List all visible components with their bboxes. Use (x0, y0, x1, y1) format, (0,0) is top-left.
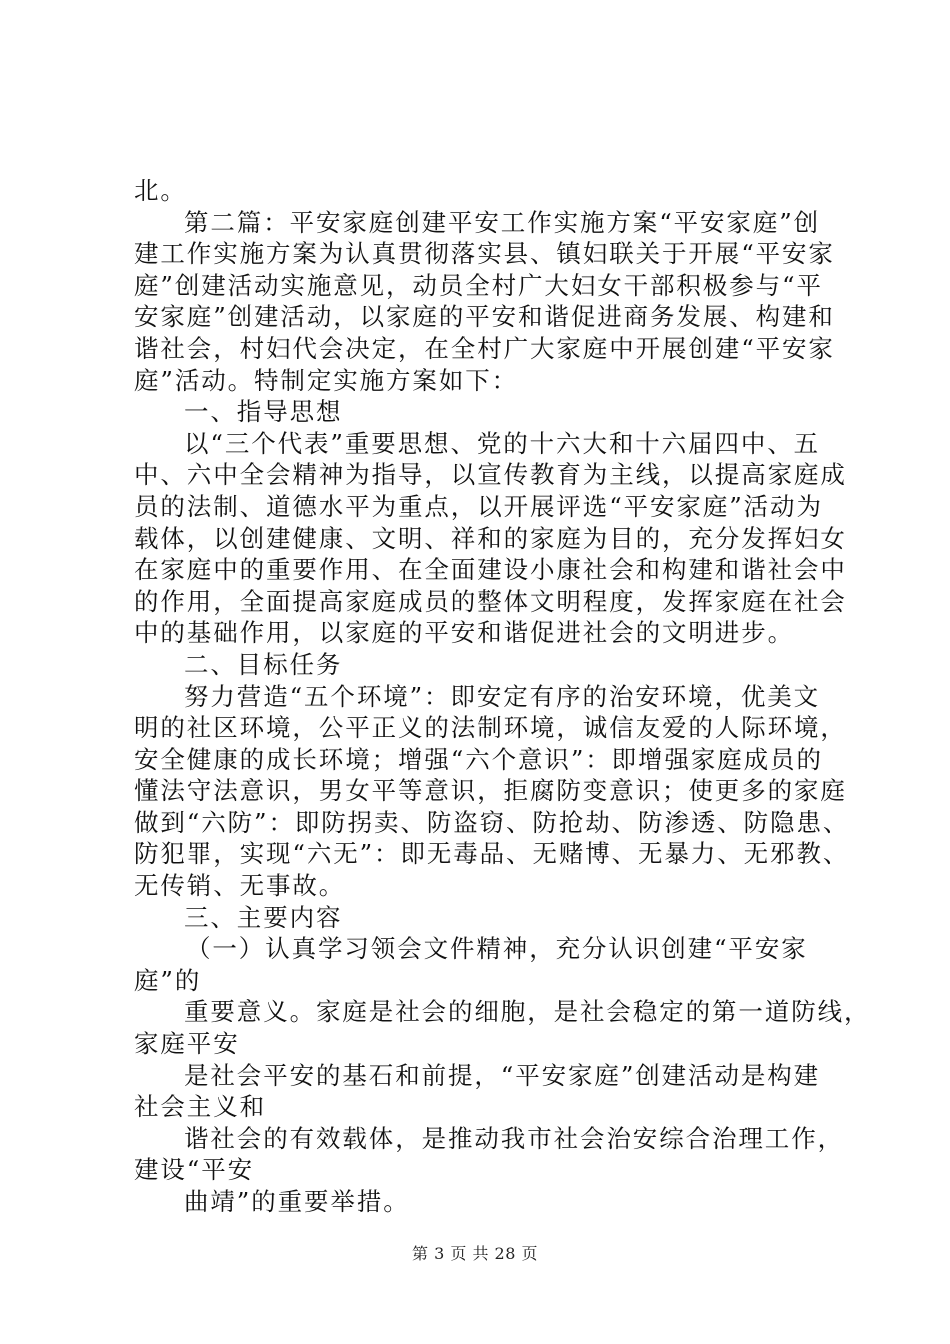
paragraph-line: 安家庭”创建活动，以家庭的平安和谐促进商务发展、构建和 (134, 302, 835, 332)
paragraph-line: 庭”创建活动实施意见，动员全村广大妇女干部积极参与“平 (134, 270, 823, 300)
paragraph-line: 在家庭中的重要作用、在全面建设小康社会和构建和谐社会中 (134, 555, 847, 585)
section-heading: 一、指导思想 (184, 397, 343, 427)
paragraph-line: 中、六中全会精神为指导，以宣传教育为主线，以提高家庭成 (134, 460, 847, 490)
paragraph-line: 建工作实施方案为认真贯彻落实县、镇妇联关于开展“平安家 (134, 239, 835, 269)
paragraph-line: 做到“六防”：即防拐卖、防盗窃、防抢劫、防渗透、防隐患、 (134, 807, 850, 837)
paragraph-line: 防犯罪，实现“六无”：即无毒品、无赌博、无暴力、无邪教、 (134, 839, 850, 869)
paragraph-line: 的作用，全面提高家庭成员的整体文明程度，发挥家庭在社会 (134, 586, 847, 616)
paragraph-line: （一）认真学习领会文件精神，充分认识创建“平安家 (186, 934, 808, 964)
paragraph-line: 懂法守法意识，男女平等意识，拒腐防变意识；使更多的家庭 (134, 776, 847, 806)
paragraph-line: 庭”的 (134, 965, 202, 995)
paragraph-line: 中的基础作用，以家庭的平安和谐促进社会的文明进步。 (134, 618, 794, 648)
paragraph-line: 谐社会，村妇代会决定，在全村广大家庭中开展创建“平安家 (134, 333, 835, 363)
paragraph-line: 曲靖”的重要举措。 (184, 1187, 410, 1216)
paragraph-line: 明的社区环境，公平正义的法制环境，诚信友爱的人际环境， (134, 713, 847, 743)
paragraph-line: 以“三个代表”重要思想、党的十六大和十六届四中、五 (184, 428, 821, 458)
paragraph-line: 庭”活动。特制定实施方案如下： (134, 365, 519, 395)
paragraph-line: 是社会平安的基石和前提，“平安家庭”创建活动是构建 (184, 1060, 821, 1090)
paragraph-line: 重要意义。家庭是社会的细胞，是社会稳定的第一道防线， (184, 997, 871, 1027)
paragraph-line: 载体，以创建健康、文明、祥和的家庭为目的，充分发挥妇女 (134, 523, 847, 553)
document-body (134, 175, 871, 1218)
paragraph-line: 家庭平安 (134, 1029, 240, 1059)
section-heading: 二、目标任务 (184, 649, 343, 679)
paragraph-line: 北。 (134, 176, 187, 205)
paragraph-line: 安全健康的成长环境；增强“六个意识”：即增强家庭成员的 (134, 744, 823, 774)
section-heading: 三、主要内容 (184, 902, 343, 932)
page-number-footer: 第 3 页 共 28 页 (412, 1244, 538, 1263)
paragraph-line: 员的法制、道德水平为重点，以开展评选“平安家庭”活动为 (134, 491, 823, 521)
paragraph-line: 谐社会的有效载体，是推动我市社会治安综合治理工作， (184, 1123, 844, 1153)
paragraph-line: 第二篇：平安家庭创建平安工作实施方案“平安家庭”创 (184, 207, 821, 237)
paragraph-line: 努力营造“五个环境”：即安定有序的治安环境，优美文 (184, 681, 821, 711)
paragraph-line: 社会主义和 (134, 1092, 266, 1122)
paragraph-line: 建设“平安 (134, 1155, 255, 1185)
paragraph-line: 无传销、无事故。 (134, 871, 346, 901)
